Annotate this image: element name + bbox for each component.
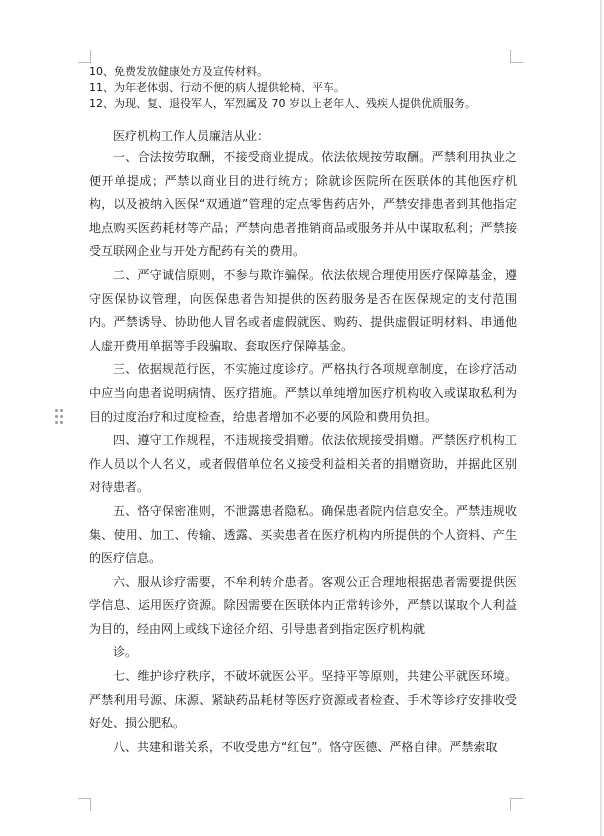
list-item: 11、为年老体弱、行动不便的病人提供轮椅、平车。 bbox=[89, 81, 345, 94]
paragraph: 八、共建和谐关系，不收受患方“红包”。恪守医德、严格自律。严禁索取 bbox=[113, 739, 498, 754]
paragraph: 诊。 bbox=[113, 645, 138, 660]
document-body[interactable] bbox=[89, 64, 517, 759]
paragraph: 四、遵守工作规程，不违规接受捐赠。依法依规接受捐赠。严禁医疗机构工作人员以个人名义，或者假借单位名义接受利益相关者的捐赠资助，并据此区别对待患者。 bbox=[89, 433, 517, 495]
list-item: 12、为现、复、退役军人，军烈属及 70 岁以上老年人、残疾人提供优质服务。 bbox=[89, 97, 476, 110]
list-item: 10、免费发放健康处方及宣传材料。 bbox=[89, 65, 268, 78]
paragraph: 七、维护诊疗秩序，不破坏就医公平。坚持平等原则，共建公平就医环境。严禁利用号源、床源、紧缺药品耗材等医疗资源或者检查、手术等诊疗安排收受好处、损公肥私。 bbox=[89, 669, 517, 731]
margin-mark-top-right bbox=[510, 50, 523, 63]
paragraph: 二、严守诚信原则，不参与欺诈骗保。依法依规合理使用医疗保障基金，遵守医保协议管理，向医保患者告知提供的医药服务是否在医保规定的支付范围内。严禁诱导、协助他人冒名或者虚假就医、购药、提供虚假证明材料、串通他人虚开费用单据等手段骗取、套取医疗保障基金。 bbox=[89, 267, 517, 353]
paragraph: 一、合法按劳取酬，不接受商业提成。依法依规按劳取酬。严禁利用执业之便开单提成；严禁以商业目的进行统方；除就诊医院所在医联体的其他医疗机构，以及被纳入医保“双通道”管理的定点零售药店外，严禁安排患者到其他指定地点购买医药耗材等产品；严禁向患者推销商品或服务并从中谋取私利；严禁接受互联网企业与开处方配药有关的费用。 bbox=[89, 150, 517, 259]
paragraph: 三、依据规范行医，不实施过度诊疗。严格执行各项规章制度，在诊疗活动中应当向患者说明病情、医疗措施。严禁以单纯增加医疗机构收入或谋取私利为目的过度治疗和过度检查，给患者增加不必要的风险和费用负担。 bbox=[89, 362, 517, 424]
page-edge bbox=[600, 0, 602, 836]
margin-mark-top-left bbox=[78, 50, 91, 63]
paragraph: 六、服从诊疗需要，不牟利转介患者。客观公正合理地根据患者需要提供医学信息、运用医疗资源。除因需要在医联体内正常转诊外，严禁以谋取个人利益为目的，经由网上或线下途径介绍、引导患者到指定医疗机构就 bbox=[89, 574, 517, 636]
paragraph: 五、恪守保密准则，不泄露患者隐私。确保患者院内信息安全。严禁违规收集、使用、加工、传输、透露、买卖患者在医疗机构内所提供的个人资料、产生的医疗信息。 bbox=[89, 503, 517, 566]
margin-mark-bottom-left bbox=[78, 798, 91, 811]
margin-mark-bottom-right bbox=[510, 798, 523, 811]
drag-handle-icon[interactable] bbox=[55, 409, 65, 425]
section-title: 医疗机构工作人员廉洁从业： bbox=[113, 129, 270, 143]
